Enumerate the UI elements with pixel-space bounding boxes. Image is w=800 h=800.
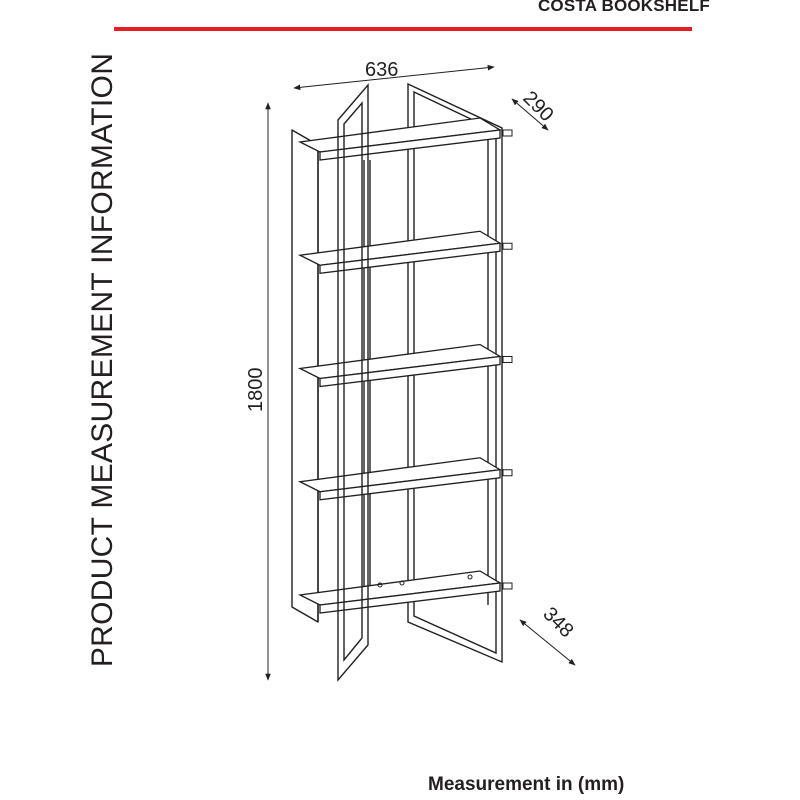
shelf-bracket — [503, 243, 512, 249]
shelf-bracket — [503, 130, 512, 136]
height-label: 1800 — [245, 367, 267, 412]
width-label: 636 — [365, 59, 399, 81]
shelves-group — [300, 118, 512, 613]
shelf — [300, 571, 512, 613]
shelf-bracket — [503, 583, 512, 589]
measurement-unit-note: Measurement in (mm) — [428, 774, 625, 795]
shelf — [300, 118, 512, 160]
shelf — [300, 345, 512, 387]
depth-top-label: 290 — [518, 86, 558, 127]
shelf-bracket — [503, 357, 512, 363]
shelf — [300, 231, 512, 273]
shelf-bracket — [503, 470, 512, 476]
product-name: COSTA BOOKSHELF — [537, 0, 710, 15]
depth-bottom-label: 348 — [538, 602, 578, 643]
shelf — [300, 458, 512, 500]
side-title: PRODUCT MEASUREMENT INFORMATION — [86, 52, 119, 668]
